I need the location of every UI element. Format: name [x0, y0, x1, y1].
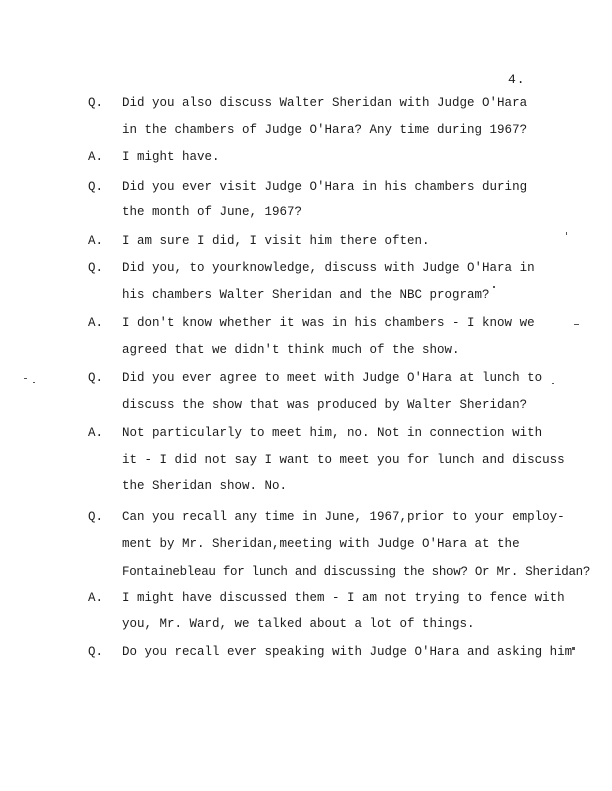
answer-marker: A.	[88, 234, 104, 248]
transcript-line: Did you ever visit Judge O'Hara in his chambers during	[122, 180, 528, 194]
transcript-line: his chambers Walter Sheridan and the NBC program?	[122, 288, 490, 302]
answer-marker: A.	[88, 150, 104, 164]
transcript-line: discuss the show that was produced by Walter Sheridan?	[122, 398, 528, 412]
transcript-line: Did you ever agree to meet with Judge O'Hara at lunch to	[122, 371, 543, 385]
transcript-line: it - I did not say I want to meet you for lunch and discuss	[122, 453, 565, 467]
transcript-line: I might have discussed them - I am not trying to fence with	[122, 591, 565, 605]
transcript-line: Did you also discuss Walter Sheridan with Judge O'Hara	[122, 96, 528, 110]
transcript-line: Fontainebleau for lunch and discussing the show? Or Mr. Sheridan?	[122, 565, 591, 579]
scan-speck	[24, 378, 27, 379]
question-marker: Q.	[88, 645, 104, 659]
answer-marker: A.	[88, 316, 104, 330]
scan-speck	[566, 232, 567, 235]
transcript-line: you, Mr. Ward, we talked about a lot of things.	[122, 617, 475, 631]
transcript-line: Can you recall any time in June, 1967,prior to your employ-	[122, 510, 565, 524]
question-marker: Q.	[88, 261, 104, 275]
question-marker: Q.	[88, 510, 104, 524]
scan-speck	[574, 324, 579, 325]
transcript-line: in the chambers of Judge O'Hara? Any time during 1967?	[122, 123, 528, 137]
scan-speck	[493, 286, 495, 288]
transcript-line: Not particularly to meet him, no. Not in connection with	[122, 426, 543, 440]
transcript-line: the month of June, 1967?	[122, 205, 303, 219]
transcript-line: I might have.	[122, 150, 220, 164]
question-marker: Q.	[88, 180, 104, 194]
scan-speck	[572, 647, 575, 650]
page-number: 4.	[508, 72, 526, 87]
transcript-line: ment by Mr. Sheridan,meeting with Judge O'Hara at the	[122, 537, 520, 551]
transcript-line: the Sheridan show. No.	[122, 479, 288, 493]
transcript-line: agreed that we didn't think much of the show.	[122, 343, 460, 357]
transcript-line: Did you, to yourknowledge, discuss with Judge O'Hara in	[122, 261, 535, 275]
scan-speck	[33, 382, 35, 383]
answer-marker: A.	[88, 426, 104, 440]
question-marker: Q.	[88, 371, 104, 385]
scan-speck	[552, 383, 554, 384]
question-marker: Q.	[88, 96, 104, 110]
transcript-line: I don't know whether it was in his chambers - I know we	[122, 316, 535, 330]
transcript-line: I am sure I did, I visit him there often.	[122, 234, 430, 248]
answer-marker: A.	[88, 591, 104, 605]
transcript-line: Do you recall ever speaking with Judge O'Hara and asking him	[122, 645, 573, 659]
